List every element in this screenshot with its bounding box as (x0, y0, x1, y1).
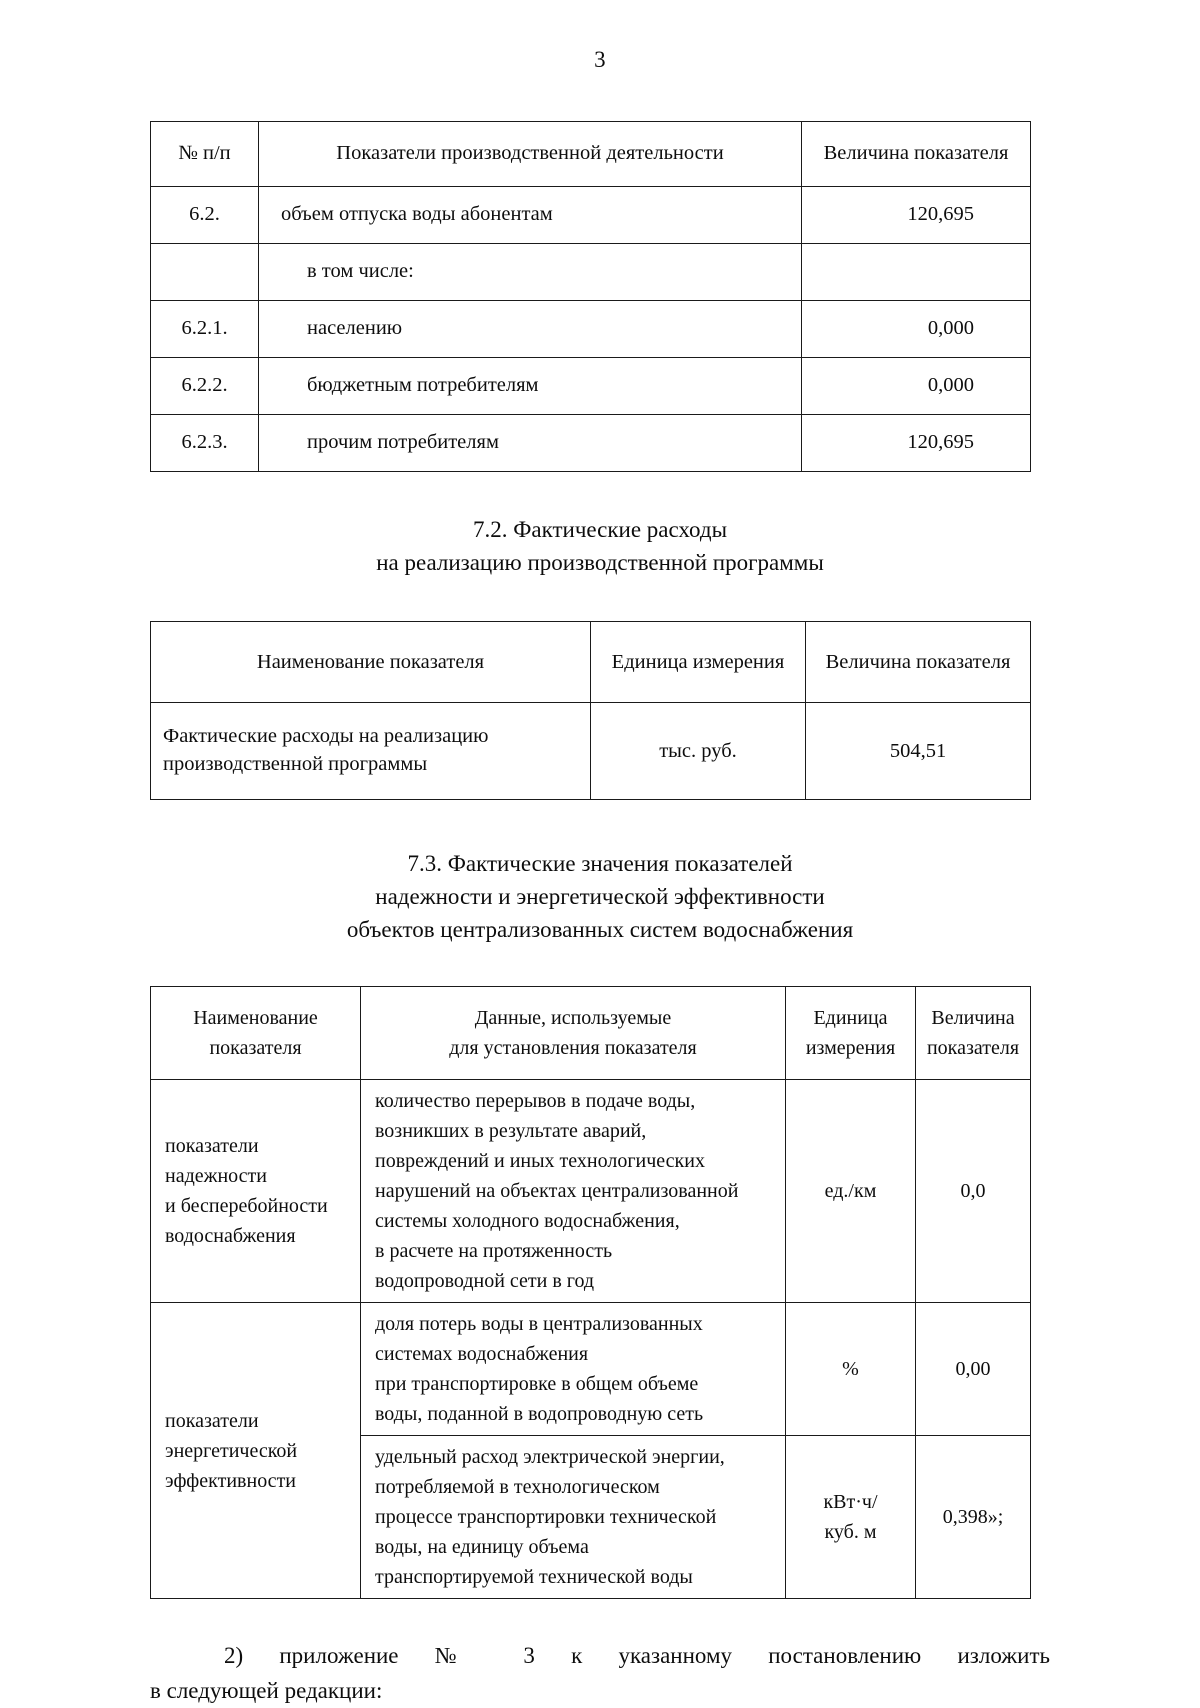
column-header-line: показателя (209, 1037, 302, 1060)
row-data-line: количество перерывов в подаче воды, (375, 1090, 696, 1113)
row-data-line: системы холодного водоснабжения, (375, 1210, 680, 1233)
row-group-name-energy (151, 1303, 361, 1599)
row-index: 6.2.1. (151, 301, 259, 358)
column-header-line: Наименование (193, 1007, 318, 1030)
table-row (151, 187, 1031, 244)
row-data-line: в расчете на протяженность (375, 1240, 613, 1263)
row-unit-line: куб. м (824, 1521, 877, 1544)
table-actual-costs (150, 621, 1031, 800)
column-header-line: измерения (805, 1037, 896, 1060)
column-header-line: Единица (813, 1007, 888, 1030)
row-value: 120,695 (802, 415, 1031, 472)
row-index (151, 244, 259, 301)
row-group-name-line: энергетической (165, 1439, 298, 1462)
heading-line: объектов централизованных систем водоснабжения (346, 916, 854, 942)
table-header-row (151, 987, 1031, 1080)
row-group-name-line: показатели (165, 1135, 259, 1158)
section-heading-7-2 (150, 514, 1050, 579)
row-value: 120,695 (802, 187, 1031, 244)
column-header-line: Данные, используемые (474, 1007, 672, 1030)
row-value: 0,0 (916, 1080, 1031, 1303)
row-group-name-line: эффективности (165, 1469, 297, 1492)
paragraph-line: 2) приложение № 3 к указанному постановлению изложить (224, 1643, 1050, 1669)
column-header-line: Величина (931, 1007, 1015, 1030)
row-value: 0,00 (916, 1303, 1031, 1436)
column-header-name: Наименование показателя (151, 622, 591, 703)
paragraph-line: в следующей редакции: (150, 1677, 383, 1703)
heading-line: надежности и энергетической эффективности (375, 883, 825, 909)
row-data-line: транспортируемой технической воды (375, 1566, 693, 1589)
table-activity-indicators (150, 121, 1031, 472)
row-data-line: водопроводной сети в год (375, 1270, 595, 1293)
column-header-value: Величина показателя (802, 122, 1031, 187)
row-unit: % (786, 1303, 916, 1436)
table-row (151, 358, 1031, 415)
row-data-line: процессе транспортировки технической (375, 1506, 717, 1529)
row-data-line: доля потерь воды в централизованных (375, 1313, 703, 1336)
row-value: 0,398»; (916, 1436, 1031, 1599)
row-data-line: удельный расход электрической энергии, (375, 1446, 725, 1469)
row-name: объем отпуска воды абонентам (259, 187, 802, 244)
section-heading-7-3 (150, 848, 1050, 946)
row-name-line: производственной программы (163, 753, 428, 776)
table-row (151, 415, 1031, 472)
row-value (802, 244, 1031, 301)
row-group-name-line: надежности (165, 1165, 267, 1188)
row-name: населению (259, 301, 802, 358)
table-reliability-indicators (150, 986, 1031, 1599)
column-header-value (916, 987, 1031, 1080)
row-data-line: системах водоснабжения (375, 1343, 589, 1366)
column-header-line: для установления показателя (449, 1037, 697, 1060)
column-header-data (361, 987, 786, 1080)
column-header-value: Величина показателя (806, 622, 1031, 703)
row-name: бюджетным потребителям (259, 358, 802, 415)
row-group-name-line: и бесперебойности (165, 1195, 328, 1218)
row-name-line: Фактические расходы на реализацию (163, 725, 489, 748)
table-row (151, 301, 1031, 358)
row-group-name-line: показатели (165, 1409, 259, 1432)
column-header-unit (786, 987, 916, 1080)
closing-paragraph (150, 1639, 1050, 1708)
table-row (151, 703, 1031, 800)
row-value: 0,000 (802, 301, 1031, 358)
row-value: 0,000 (802, 358, 1031, 415)
row-data-line: воды, на единицу объема (375, 1536, 589, 1559)
heading-line: 7.3. Фактические значения показателей (407, 851, 793, 877)
column-header-unit: Единица измерения (591, 622, 806, 703)
heading-line: на реализацию производственной программы (376, 549, 824, 575)
row-data-line: нарушений на объектах централизованной (375, 1180, 739, 1203)
row-data-description (361, 1080, 786, 1303)
row-data-line: повреждений и иных технологических (375, 1150, 705, 1173)
row-data-line: воды, поданной в водопроводную сеть (375, 1403, 704, 1426)
table-header-row (151, 122, 1031, 187)
row-group-name-line: водоснабжения (165, 1225, 296, 1248)
page-number: 3 (594, 47, 606, 72)
row-index: 6.2.3. (151, 415, 259, 472)
column-header-name (151, 987, 361, 1080)
table-row-reliability (151, 1080, 1031, 1303)
row-data-line: возникших в результате аварий, (375, 1120, 647, 1143)
column-header-line: показателя (926, 1037, 1020, 1060)
row-unit: ед./км (786, 1080, 916, 1303)
row-name: прочим потребителям (259, 415, 802, 472)
row-index: 6.2. (151, 187, 259, 244)
row-data-line: при транспортировке в общем объеме (375, 1373, 699, 1396)
row-data-description (361, 1436, 786, 1599)
row-data-line: потребляемой в технологическом (375, 1476, 660, 1499)
row-group-name-reliability (151, 1080, 361, 1303)
column-header-name: Показатели производственной деятельности (259, 122, 802, 187)
row-unit (786, 1436, 916, 1599)
row-unit-line: кВт·ч/ (823, 1491, 878, 1514)
heading-line: 7.2. Фактические расходы (472, 517, 728, 542)
row-index: 6.2.2. (151, 358, 259, 415)
table-header-row (151, 622, 1031, 703)
row-name: в том числе: (259, 244, 802, 301)
table-row (151, 244, 1031, 301)
row-data-description (361, 1303, 786, 1436)
row-unit: тыс. руб. (591, 703, 806, 800)
table-row-water-losses (151, 1303, 1031, 1436)
row-value: 504,51 (806, 703, 1031, 800)
column-header-index: № п/п (151, 122, 259, 187)
row-name (151, 703, 591, 800)
